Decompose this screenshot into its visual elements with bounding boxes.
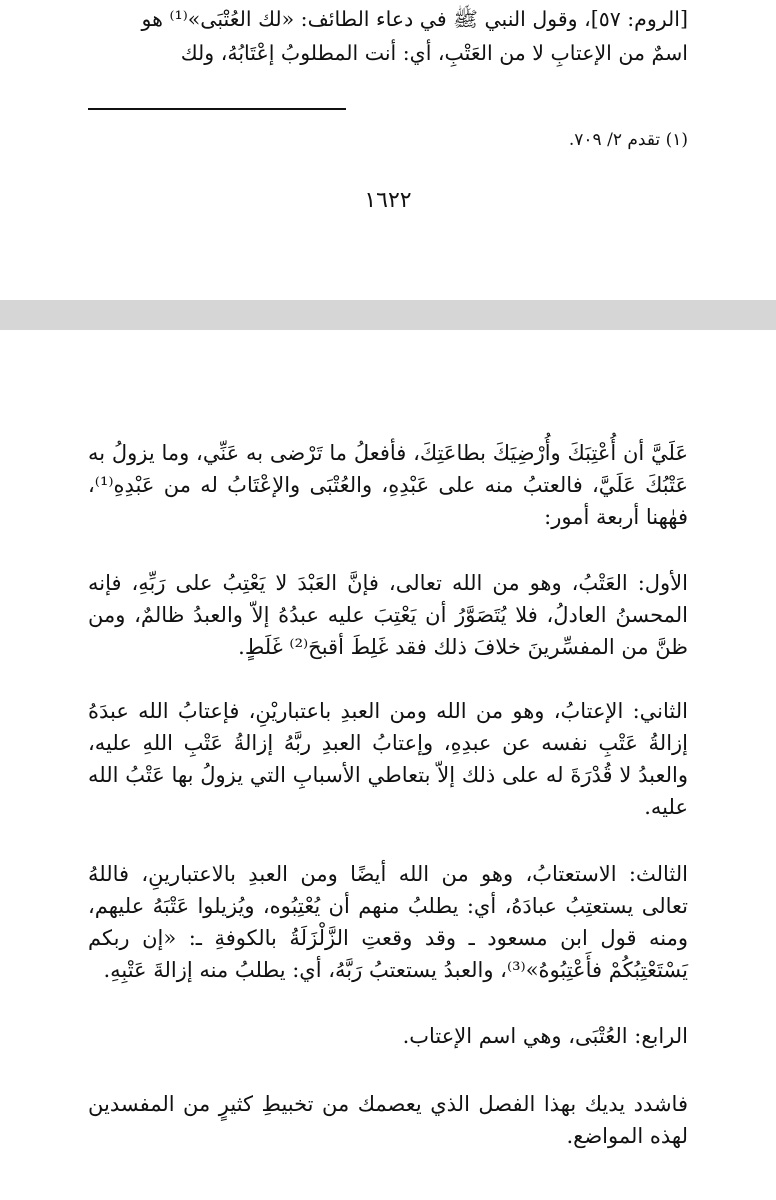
page-number: ١٦٢٢ (364, 188, 412, 213)
text-line-2: اسمٌ من الإعتابِ لا من العَتْبِ، أي: أنت المطلوبُ إعْتَابُهُ، ولك (180, 41, 688, 65)
footnote: (١) تقدم ٢/ ٧٠٩. (568, 130, 688, 150)
paragraph-3: الثاني: الإعتابُ، وهو من الله ومن العبدِ باعتباريْنِ، فإعتابُ الله عبدَهُ إزالةُ عَتْبِ نفسه عن عبدِهِ، وإعتابُ العبدِ ربَّهُ إزالةُ عَتْبِ اللهِ عليه، والعبدُ لا قُدْرَةَ له على ذلك إلاّ بتعاطي الأسبابِ التي يزولُ بها عَتْبُ الله عليه. (88, 699, 688, 819)
current-page (0, 330, 776, 1200)
paragraph-4: الثالث: الاستعتابُ، وهو من الله أيضًا ومن العبدِ بالاعتبارينِ، فاللهُ تعالى يستعتِبُ عبادَهُ، أي: يطلبُ منهم أن يُعْتِبُوه، ويُزيلوا عَتْبَهُ عليهم، ومنه قول ابن مسعود ـ وقد وقعتِ الزَّلْزَلَةُ بالكوفةِ ـ: «إن ربكم يَسْتَعْتِبُكُمْ فأَعْتِبُوهُ»⁽³⁾، والعبدُ يستعتبُ رَبَّهُ، أي: يطلبُ منه إزالةَ عَتْبِهِ. (88, 862, 688, 982)
page-separator (0, 300, 776, 330)
paragraph-2: الأول: العَتْبُ، وهو من الله تعالى، فإنَّ العَبْدَ لا يَعْتِبُ على رَبِّهِ، فإنه المحسنُ العادلُ، فلا يُتَصَوَّرُ أن يَعْتِبَ عليه عبدُهُ إلاّ والعبدُ ظالمٌ، ومن ظنَّ من المفسِّرينَ خلافَ ذلك فقد غَلِطَ أقبحَ⁽²⁾ غَلَطٍ. (88, 571, 688, 659)
previous-page (0, 0, 776, 300)
footnote-separator (88, 108, 346, 110)
paragraph-1: عَلَيَّ أن أُعْتِبَكَ وأُرْضِيَكَ بطاعَتِكَ، فأفعلُ ما تَرْضى به عَنِّي، وما يزولُ به عَتْبُكَ عَلَيَّ، فالعتبُ منه على عَبْدِهِ، والعُتْبَى والإعْتَابُ له من عَبْدِهِ⁽¹⁾، فهٰهنا أربعة أمور: (88, 441, 688, 529)
paragraph-5: الرابع: العُتْبَى، وهي اسم الإعتاب. (402, 1024, 688, 1048)
text-line-1: [الروم: ٥٧]، وقول النبي ﷺ في دعاء الطائف: «لك العُتْبَى»⁽¹⁾ هو (141, 7, 688, 31)
paragraph-6: فاشدد يديك بهذا الفصل الذي يعصمك من تخبيطِ كثيرٍ من المفسدين لهذه المواضع. (88, 1092, 688, 1148)
